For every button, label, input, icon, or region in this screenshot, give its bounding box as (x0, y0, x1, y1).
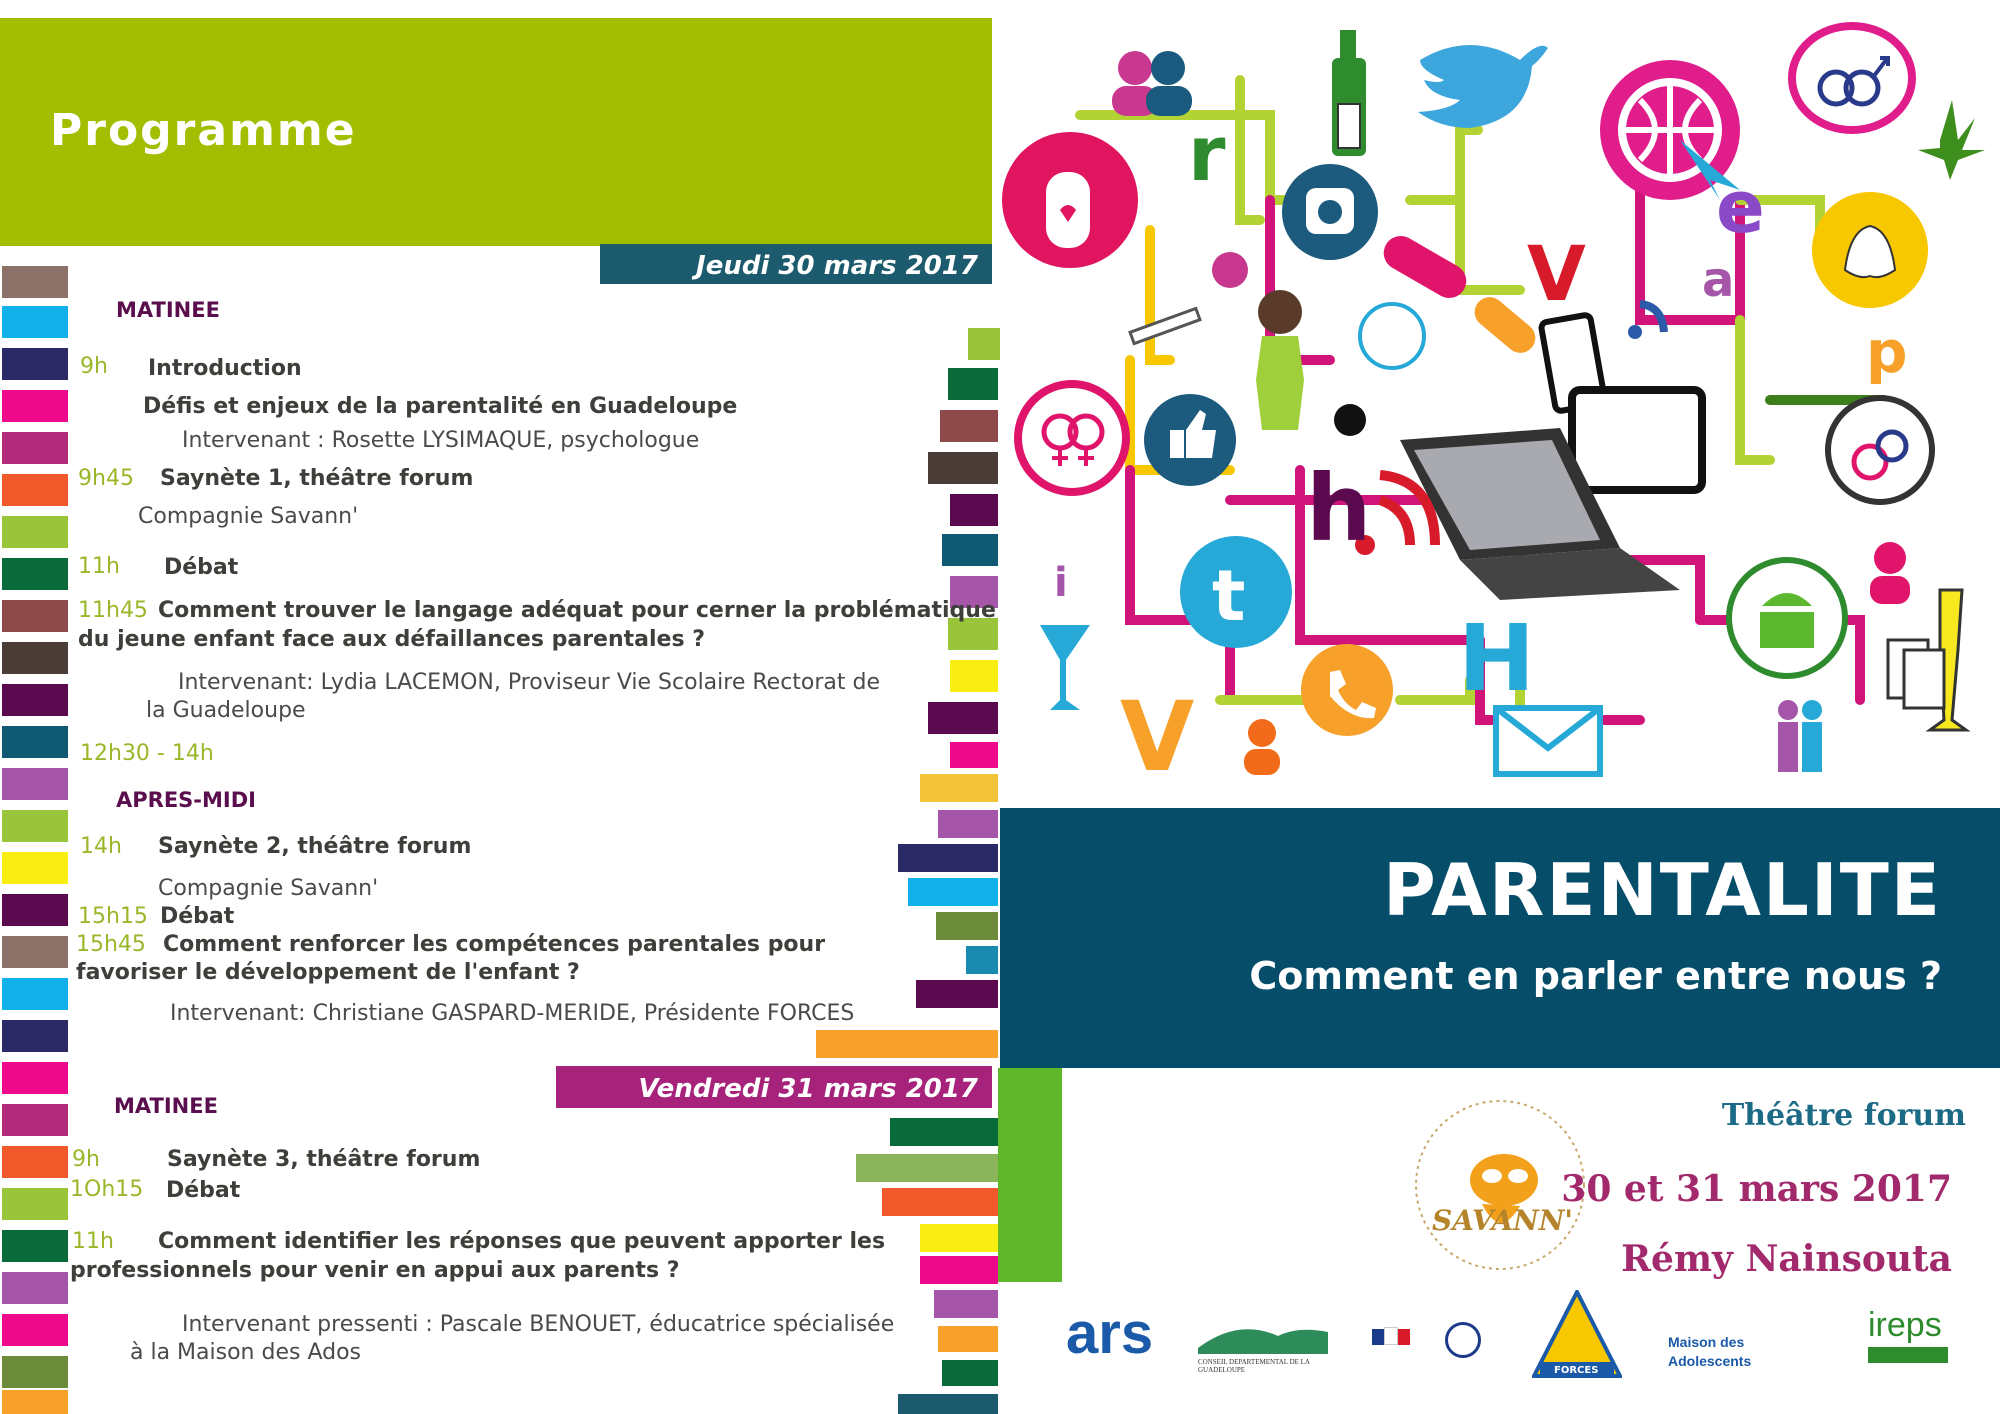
envelope-icon (1496, 708, 1600, 774)
title-panel (1000, 808, 2000, 1068)
item-speaker-line2: la Guadeloupe (146, 698, 306, 723)
instagram-icon (1282, 164, 1378, 260)
letter-h: h (1306, 455, 1372, 562)
item-title: Introduction (148, 356, 302, 381)
item-time: 9h (72, 1147, 100, 1172)
snapchat-icon (1812, 192, 1928, 308)
item-title-line2: professionnels pour venir en appui aux parents ? (70, 1258, 680, 1283)
item-title: Saynète 2, théâtre forum (158, 834, 472, 859)
item-time: 14h (80, 834, 122, 859)
item-speaker: Intervenant: Christiane GASPARD-MERIDE, Présidente FORCES (170, 1001, 855, 1026)
item-speaker: Compagnie Savann' (138, 504, 359, 529)
letter-r: r (1188, 109, 1226, 198)
ministere-logo (1372, 1322, 1482, 1362)
item-title: Saynète 3, théâtre forum (167, 1147, 481, 1172)
event-dates: 30 et 31 mars 2017 (1561, 1168, 1952, 1210)
tablet-icon (1572, 390, 1702, 490)
svg-text:t: t (1212, 555, 1246, 637)
letter-V: V (1120, 681, 1195, 793)
item-time: 15h45 (76, 932, 146, 957)
item-title: Débat (160, 904, 235, 929)
condom-bubble-icon (1002, 132, 1138, 268)
user-icon (1244, 719, 1280, 775)
letter-i: i (1054, 560, 1068, 606)
letter-a: a (1702, 252, 1735, 308)
letter-v: V (1527, 229, 1586, 318)
couple-icon (1778, 700, 1822, 772)
item-subtitle: Défis et enjeux de la parentalité en Guadeloupe (143, 394, 738, 419)
day1-afternoon-label: APRES-MIDI (116, 788, 256, 812)
twitter-t-icon (1180, 536, 1292, 648)
playing-cards-icon (1888, 640, 1944, 708)
event-type: Théâtre forum (1721, 1098, 1966, 1133)
day2-date-band: Vendredi 31 mars 2017 (556, 1066, 992, 1108)
gender-symbols-icon (1828, 398, 1932, 502)
person-pink-icon (1870, 542, 1910, 604)
people-icon (1112, 51, 1192, 116)
leaf-icon (1918, 100, 1985, 180)
twitter-bird-icon (1418, 45, 1548, 128)
day2-morning-label: MATINEE (114, 1094, 218, 1118)
programme-title: Programme (50, 105, 357, 156)
item-title: Comment trouver le langage adéquat pour cerner la problématique (158, 598, 996, 623)
letter-H: H (1458, 605, 1535, 712)
item-speaker: Intervenant pressenti : Pascale BENOUET, éducatrice spécialisée (182, 1312, 895, 1337)
parentalite-title: PARENTALITE (1383, 848, 1942, 932)
item-title-line2: du jeune enfant face aux défaillances parentales ? (78, 627, 705, 652)
event-venue: Rémy Nainsouta (1621, 1238, 1952, 1280)
item-time: 12h30 - 14h (80, 741, 214, 766)
item-speaker: Compagnie Savann' (158, 876, 379, 901)
cocktail-icon (1040, 625, 1090, 710)
item-title: Comment identifier les réponses que peuvent apporter les (158, 1229, 886, 1254)
social-network-illustration (1000, 0, 2000, 800)
item-time: 9h (80, 354, 108, 379)
letter-p: p (1866, 318, 1908, 386)
cigarette-icon (1130, 308, 1200, 343)
item-time: 11h45 (78, 598, 148, 623)
ball-icon (1360, 304, 1424, 368)
item-time: 11h (78, 554, 120, 579)
bottle-icon (1332, 30, 1366, 156)
ireps-logo: ireps (1868, 1306, 1968, 1372)
item-title: Comment renforcer les compétences parentales pour (163, 932, 826, 957)
item-title-line2: favoriser le développement de l'enfant ? (76, 960, 580, 985)
forces-logo (1532, 1290, 1622, 1380)
phone-call-icon (1301, 644, 1393, 736)
item-title: Débat (164, 555, 239, 580)
item-title: Saynète 1, théâtre forum (160, 466, 474, 491)
item-time: 11h (72, 1229, 114, 1254)
female-symbols-bubble-icon (1018, 384, 1126, 492)
item-time: 9h45 (78, 466, 134, 491)
conseil-departemental-logo: CONSEIL DEPARTEMENTAL DE LA GUADELOUPE (1198, 1318, 1328, 1368)
child-figure-icon (1212, 252, 1366, 436)
green-accent-bar (998, 1068, 1062, 1282)
item-speaker: Intervenant : Rosette LYSIMAQUE, psychologue (182, 428, 700, 453)
gender-symbols-bubble-icon (1792, 26, 1912, 130)
item-speaker: Intervenant: Lydia LACEMON, Proviseur Vie Scolaire Rectorat de (178, 670, 881, 695)
like-icon (1144, 394, 1236, 486)
svg-text:FORCES: FORCES (1554, 1365, 1599, 1376)
letter-e: e (1716, 165, 1765, 249)
item-speaker-line2: à la Maison des Ados (130, 1340, 361, 1365)
item-title: Débat (166, 1178, 241, 1203)
item-time: 15h15 (78, 904, 148, 929)
ars-logo: ars (1066, 1301, 1154, 1366)
item-time: 1Oh15 (70, 1177, 144, 1202)
svg-text:SAVANN': SAVANN' (1432, 1204, 1573, 1237)
day1-morning-label: MATINEE (116, 298, 220, 322)
day1-date-band: Jeudi 30 mars 2017 (600, 244, 992, 284)
android-icon (1729, 560, 1845, 676)
parentalite-subtitle: Comment en parler entre nous ? (1249, 954, 1942, 998)
maison-des-ados-logo: Maison des Adolescents (1668, 1334, 1752, 1369)
